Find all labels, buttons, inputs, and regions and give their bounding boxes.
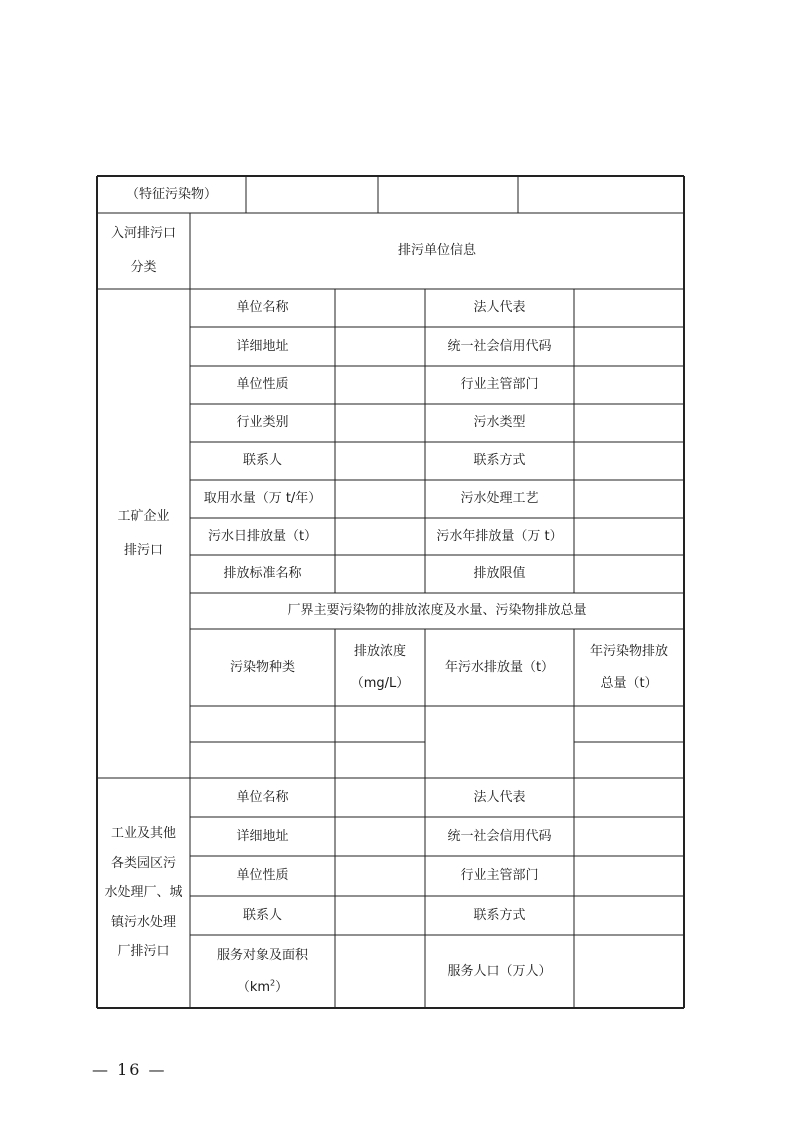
field-label: 单位名称 xyxy=(236,789,289,805)
field-label: 详细地址 xyxy=(236,338,289,354)
annual-total-header: 年污染物排放 总量（t） xyxy=(589,643,668,691)
field-label: 行业主管部门 xyxy=(460,377,539,393)
field-label: 单位性质 xyxy=(236,868,289,884)
field-label: 污水年排放量（万 t） xyxy=(436,528,563,544)
page-number: — 16 — xyxy=(92,1060,167,1079)
field-label: 法人代表 xyxy=(473,789,526,805)
pollutant-type-header: 污染物种类 xyxy=(229,659,295,675)
field-label: 污水处理工艺 xyxy=(460,491,539,507)
field-label: 排放标准名称 xyxy=(223,566,302,582)
field-label: 联系方式 xyxy=(473,907,526,923)
service-area-label: 服务对象及面积 $(km^2)$ xyxy=(216,947,308,995)
field-label: 行业主管部门 xyxy=(460,868,539,884)
field-label: 统一社会信用代码 xyxy=(447,338,552,354)
field-label: 单位性质 xyxy=(236,377,289,393)
field-label: 取用水量（万 t/年） xyxy=(203,491,322,507)
feature-pollutant-label: （特征污染物） xyxy=(125,186,217,202)
field-label: 排放限值 xyxy=(473,566,526,582)
service-population-label: 服务人口（万人） xyxy=(447,963,552,979)
category-header: 入河排污口 分类 xyxy=(110,226,176,275)
field-label: 污水日排放量（t） xyxy=(207,528,318,544)
service-area-unit: $(km^2)$ xyxy=(236,978,289,995)
park-category: 工业及其他 各类园区污 水处理厂、城 镇污水处理 厂排污口 xyxy=(104,826,183,960)
field-label: 行业类别 xyxy=(236,415,289,431)
field-label: 法人代表 xyxy=(473,300,526,316)
field-label: 污水类型 xyxy=(473,415,526,431)
annual-water-header: 年污水排放量（t） xyxy=(444,659,555,675)
field-label: 统一社会信用代码 xyxy=(447,828,552,844)
concentration-header: 排放浓度 （mg/L） xyxy=(350,643,410,691)
field-label: 单位名称 xyxy=(236,300,289,316)
pollutant-section-title: 厂界主要污染物的排放浓度及水量、污染物排放总量 xyxy=(287,603,587,619)
field-label: 联系人 xyxy=(242,907,282,923)
field-label: 详细地址 xyxy=(236,828,289,844)
info-header: 排污单位信息 xyxy=(397,243,476,259)
field-label: 联系方式 xyxy=(473,453,526,469)
field-label: 联系人 xyxy=(242,453,282,469)
industrial-category: 工矿企业 排污口 xyxy=(117,508,170,558)
